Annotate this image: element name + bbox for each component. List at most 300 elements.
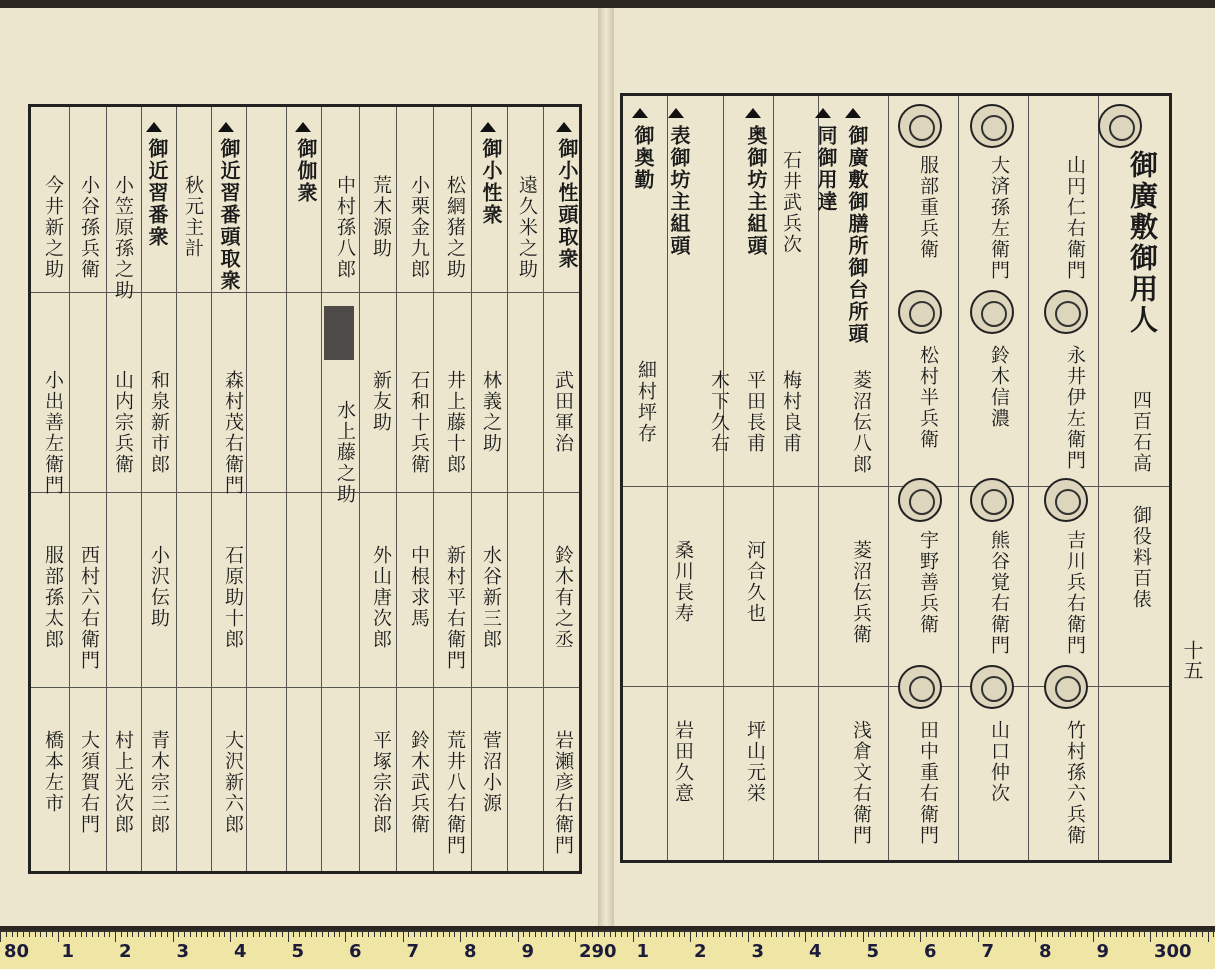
ruler-tick [1144,932,1145,937]
ruler-tick [437,932,438,937]
ruler-tick [242,932,243,937]
ruler-tick [552,932,553,937]
ruler-label: 7 [406,941,420,962]
ruler-tick [104,932,105,937]
ruler-tick [1029,932,1030,937]
ruler-tick [909,932,910,937]
main-title: 御廣敷御用人 [1126,150,1159,336]
ruler-tick [1110,932,1111,937]
ruler-tick [845,932,846,937]
ruler-tick [1208,932,1209,942]
family-crest-icon [898,665,942,709]
ruler-tick [311,932,312,937]
official-name: 荒木源助 [370,175,392,259]
section-heading: 御小性衆 [479,138,503,226]
ruler-label: 7 [981,941,995,962]
ruler-label: 9 [521,941,535,962]
ruler-tick [1087,932,1088,937]
ruler-tick [817,932,818,937]
ruler-tick [914,932,915,937]
ruler-tick [230,932,231,942]
ruler-tick [201,932,202,937]
ruler-tick [874,932,875,937]
ruler-tick [960,932,961,937]
official-name: 大沢新六郎 [222,730,244,835]
ruler-tick [489,932,490,937]
family-crest-icon [898,478,942,522]
column-rule [359,107,360,871]
official-name: 服部孫太郎 [42,545,64,650]
ruler-tick [886,932,887,937]
book-gutter [598,8,614,926]
ruler-tick [477,932,478,937]
ruler-tick [972,932,973,937]
ruler-tick [380,932,381,937]
ruler-tick [500,932,501,937]
ruler-tick [650,932,651,937]
ruler-tick [29,932,30,937]
ruler-tick [1185,932,1186,937]
official-name: 遠久米之助 [516,175,538,280]
section-marker-icon [815,108,831,118]
family-crest-icon [970,665,1014,709]
official-name: 荒井八右衛門 [444,730,466,856]
ruler-tick [1035,932,1036,942]
ruler-tick [420,932,421,937]
ruler-tick [40,932,41,937]
ruler-tick [17,932,18,937]
ruler-tick [638,932,639,937]
ruler-tick [736,932,737,937]
official-name: 山円仁右衛門 [1064,155,1086,281]
ruler-tick [771,932,772,937]
ruler-tick [1012,932,1013,937]
ruler-tick [155,932,156,937]
measurement-ruler [0,930,1215,969]
column-rule [471,107,472,871]
ruler-tick [719,932,720,937]
ruler-tick [224,932,225,937]
ruler-tick [81,932,82,937]
ruler-tick [167,932,168,937]
ruler-tick [995,932,996,937]
ruler-tick [581,932,582,937]
ruler-tick [357,932,358,937]
ruler-tick [627,932,628,937]
official-name: 菱沼伝兵衛 [850,540,872,645]
family-crest-icon [970,104,1014,148]
column-rule [723,96,724,860]
ruler-tick [98,932,99,937]
column-rule [958,96,959,860]
ruler-tick [1075,932,1076,937]
official-name: 松村半兵衛 [917,345,939,450]
official-name: 菱沼伝八郎 [850,370,872,475]
ruler-tick [63,932,64,937]
ruler-tick [161,932,162,937]
ruler-tick [897,932,898,937]
official-name: 和泉新市郎 [148,370,170,475]
ruler-tick [207,932,208,937]
ruler-tick [1213,932,1214,937]
official-name: 坪山元栄 [744,720,766,804]
column-rule [1028,96,1029,860]
section-marker-icon [218,122,234,132]
section-heading: 御近習番頭取衆 [217,138,241,292]
official-name: 松網猪之助 [444,175,466,280]
ruler-tick [414,932,415,937]
ruler-tick [12,932,13,937]
ruler-label: 6 [924,941,937,962]
ruler-tick [765,932,766,937]
ruler-tick [863,932,864,942]
section-marker-icon [745,108,761,118]
column-rule [69,107,70,871]
official-name: 石井武兵次 [780,150,802,255]
ruler-tick [305,932,306,937]
ruler-tick [190,932,191,937]
ruler-tick [834,932,835,937]
ruler-tick [328,932,329,937]
ruler-tick [132,932,133,937]
ruler-label: 5 [866,941,880,962]
table-rule [623,486,1169,487]
official-name: 梅村良甫 [780,370,802,454]
ruler-tick [575,932,576,942]
ruler-tick [535,932,536,937]
official-name: 鈴木武兵衛 [408,730,430,835]
ruler-tick [150,932,151,937]
official-name: 石和十兵衛 [408,370,430,475]
official-name: 中根求馬 [408,545,430,629]
ruler-tick [978,932,979,942]
ruler-tick [696,932,697,937]
section-marker-icon [480,122,496,132]
column-rule [141,107,142,871]
ruler-tick [431,932,432,937]
section-heading: 御小性頭取衆 [555,138,579,270]
ruler-tick [265,932,266,937]
ruler-tick [322,932,323,937]
ruler-tick [144,932,145,937]
ruler-tick [1058,932,1059,937]
ruler-tick [1047,932,1048,937]
ruler-tick [0,932,1,942]
ruler-tick [598,932,599,937]
ruler-tick [1150,932,1151,942]
ruler-tick [391,932,392,937]
section-heading: 同御用達 [814,125,838,213]
ruler-tick [966,932,967,937]
ruler-tick [1133,932,1134,937]
official-name: 小沢伝助 [148,545,170,629]
ruler-tick [6,932,7,937]
column-rule [396,107,397,871]
ruler-tick [811,932,812,937]
ruler-tick [466,932,467,937]
column-rule [543,107,544,871]
ruler-label: 9 [1096,941,1110,962]
ruler-tick [483,932,484,937]
official-name: 鈴木信濃 [988,345,1010,429]
ruler-tick [1018,932,1019,937]
ruler-tick [667,932,668,937]
ruler-tick [776,932,777,937]
ruler-label: 3 [751,941,765,962]
ruler-tick [92,932,93,937]
ruler-label: 1 [636,941,650,962]
ruler-tick [115,932,116,942]
ruler-tick [799,932,800,937]
official-name: 平塚宗治郎 [370,730,392,835]
ruler-tick [587,932,588,937]
ruler-tick [857,932,858,937]
ruler-tick [403,932,404,942]
ruler-tick [805,932,806,942]
section-heading: 御廣敷御膳所御台所頭 [845,125,869,345]
ruler-tick [1001,932,1002,937]
right-page-table [620,93,1172,863]
official-name: 熊谷覚右衛門 [988,530,1010,656]
section-marker-icon [556,122,572,132]
ruler-tick [702,932,703,937]
official-name: 中村孫八郎 [334,175,356,280]
ruler-tick [58,932,59,942]
ruler-tick [368,932,369,937]
ruler-tick [426,932,427,937]
family-crest-icon [898,290,942,334]
family-crest-icon [1044,665,1088,709]
ruler-tick [282,932,283,937]
ruler-tick [1162,932,1163,937]
ruler-tick [644,932,645,937]
ruler-tick [1179,932,1180,937]
ruler-label: 8 [464,941,477,962]
ruler-tick [707,932,708,937]
ruler-tick [529,932,530,937]
ruler-tick [1052,932,1053,937]
ruler-tick [604,932,605,937]
official-name: 服部重兵衛 [917,155,939,260]
column-rule [286,107,287,871]
ruler-tick [121,932,122,937]
allowance-label: 御役料百俵 [1130,505,1152,610]
ruler-tick [1104,932,1105,937]
ruler-tick [656,932,657,937]
column-rule [176,107,177,871]
ruler-tick [1156,932,1157,937]
column-rule [106,107,107,871]
official-name: 村上光次郎 [112,730,134,835]
official-name: 岩瀬彦右衛門 [552,730,574,856]
ruler-tick [86,932,87,937]
redacted-block [324,306,354,360]
column-rule [507,107,508,871]
ruler-tick [1167,932,1168,937]
official-name: 小笠原孫之助 [112,175,134,301]
ruler-tick [247,932,248,937]
ruler-tick [1041,932,1042,937]
family-crest-icon [970,478,1014,522]
column-rule [433,107,434,871]
official-name: 山内宗兵衛 [112,370,134,475]
ruler-tick [1098,932,1099,937]
ruler-tick [1081,932,1082,937]
official-name: 秋元主計 [182,175,204,259]
ruler-tick [1139,932,1140,937]
ruler-tick [753,932,754,937]
ruler-label: 3 [176,941,190,962]
ruler-tick [955,932,956,937]
official-name: 水上藤之助 [334,400,356,505]
family-crest-icon [1098,104,1142,148]
official-name: 細村坪存 [635,360,657,444]
ruler-tick [339,932,340,937]
official-name: 水谷新三郎 [480,545,502,650]
ruler-tick [661,932,662,937]
ruler-tick [748,932,749,942]
table-rule [31,492,579,493]
ruler-tick [713,932,714,937]
official-name: 青木宗三郎 [148,730,170,835]
ruler-tick [506,932,507,937]
section-marker-icon [668,108,684,118]
ruler-label: 6 [349,941,362,962]
section-marker-icon [295,122,311,132]
official-name: 木下久右 [708,370,730,454]
ruler-tick [460,932,461,942]
ruler-tick [512,932,513,937]
ruler-tick [759,932,760,937]
official-name: 橋本左市 [42,730,64,814]
official-name: 井上藤十郎 [444,370,466,475]
ruler-tick [454,932,455,937]
ruler-tick [276,932,277,937]
ruler-tick [983,932,984,937]
ruler-tick [184,932,185,937]
ruler-tick [1196,932,1197,937]
ruler-tick [196,932,197,937]
ruler-tick [937,932,938,937]
official-name: 竹村孫六兵衛 [1064,720,1086,846]
column-rule [773,96,774,860]
ruler-tick [592,932,593,937]
official-name: 小出善左衛門 [42,370,64,496]
ruler-tick [794,932,795,937]
ruler-tick [782,932,783,937]
official-name: 小栗金九郎 [408,175,430,280]
official-name: 桑川長寿 [672,540,694,624]
family-crest-icon [1044,478,1088,522]
official-name: 新村平右衛門 [444,545,466,671]
official-name: 岩田久意 [672,720,694,804]
ruler-tick [730,932,731,937]
ruler-tick [989,932,990,937]
ruler-tick [558,932,559,937]
official-name: 鈴木有之丞 [552,545,574,650]
ruler-tick [299,932,300,937]
ruler-tick [725,932,726,937]
ruler-tick [219,932,220,937]
ruler-tick [1024,932,1025,937]
ruler-label: 4 [234,941,247,962]
ruler-tick [69,932,70,937]
ruler-tick [690,932,691,942]
ruler-tick [173,932,174,942]
column-rule [888,96,889,860]
section-heading: 御近習番衆 [145,138,169,248]
official-name: 小谷孫兵衛 [78,175,100,280]
ruler-tick [75,932,76,937]
ruler-tick [891,932,892,937]
ruler-tick [495,932,496,937]
section-marker-icon [146,122,162,132]
table-rule [31,687,579,688]
ruler-tick [35,932,36,937]
ruler-tick [127,932,128,937]
official-name: 田中重右衛門 [917,720,939,846]
ruler-tick [880,932,881,937]
official-name: 新友助 [370,370,392,433]
official-name: 平田長甫 [744,370,766,454]
section-heading: 御伽衆 [294,138,318,204]
ruler-label: 5 [291,941,305,962]
ruler-label: 1 [61,941,75,962]
ruler-tick [851,932,852,937]
ruler-tick [351,932,352,937]
ruler-tick [316,932,317,937]
official-name: 外山唐次郎 [370,545,392,650]
ruler-tick [932,932,933,937]
ruler-tick [1173,932,1174,937]
official-name: 大済孫左衛門 [988,155,1010,281]
ruler-tick [840,932,841,937]
official-name: 山口仲次 [988,720,1010,804]
ruler-tick [443,932,444,937]
ruler-tick [236,932,237,937]
family-crest-icon [1044,290,1088,334]
ruler-tick [546,932,547,937]
ruler-tick [259,932,260,937]
ruler-tick [138,932,139,937]
official-name: 森村茂右衛門 [222,370,244,496]
column-rule [1098,96,1099,860]
ruler-label: 2 [119,941,132,962]
ruler-tick [472,932,473,937]
ruler-tick [673,932,674,937]
ruler-tick [564,932,565,937]
ruler-tick [684,932,685,937]
ruler-tick [253,932,254,937]
ruler-tick [23,932,24,937]
official-name: 永井伊左衛門 [1064,345,1086,471]
section-heading: 奥御坊主組頭 [744,125,768,257]
ruler-tick [610,932,611,937]
official-name: 浅倉文右衛門 [850,720,872,846]
ruler-tick [1202,932,1203,937]
official-name: 大須賀右門 [78,730,100,835]
ruler-tick [374,932,375,937]
ruler-tick [52,932,53,937]
ruler-tick [868,932,869,937]
official-name: 今井新之助 [42,175,64,280]
ruler-tick [213,932,214,937]
ruler-tick [1116,932,1117,937]
official-name: 吉川兵右衛門 [1064,530,1086,656]
ruler-label: 300 [1154,941,1192,962]
ruler-tick [949,932,950,937]
ruler-tick [408,932,409,937]
